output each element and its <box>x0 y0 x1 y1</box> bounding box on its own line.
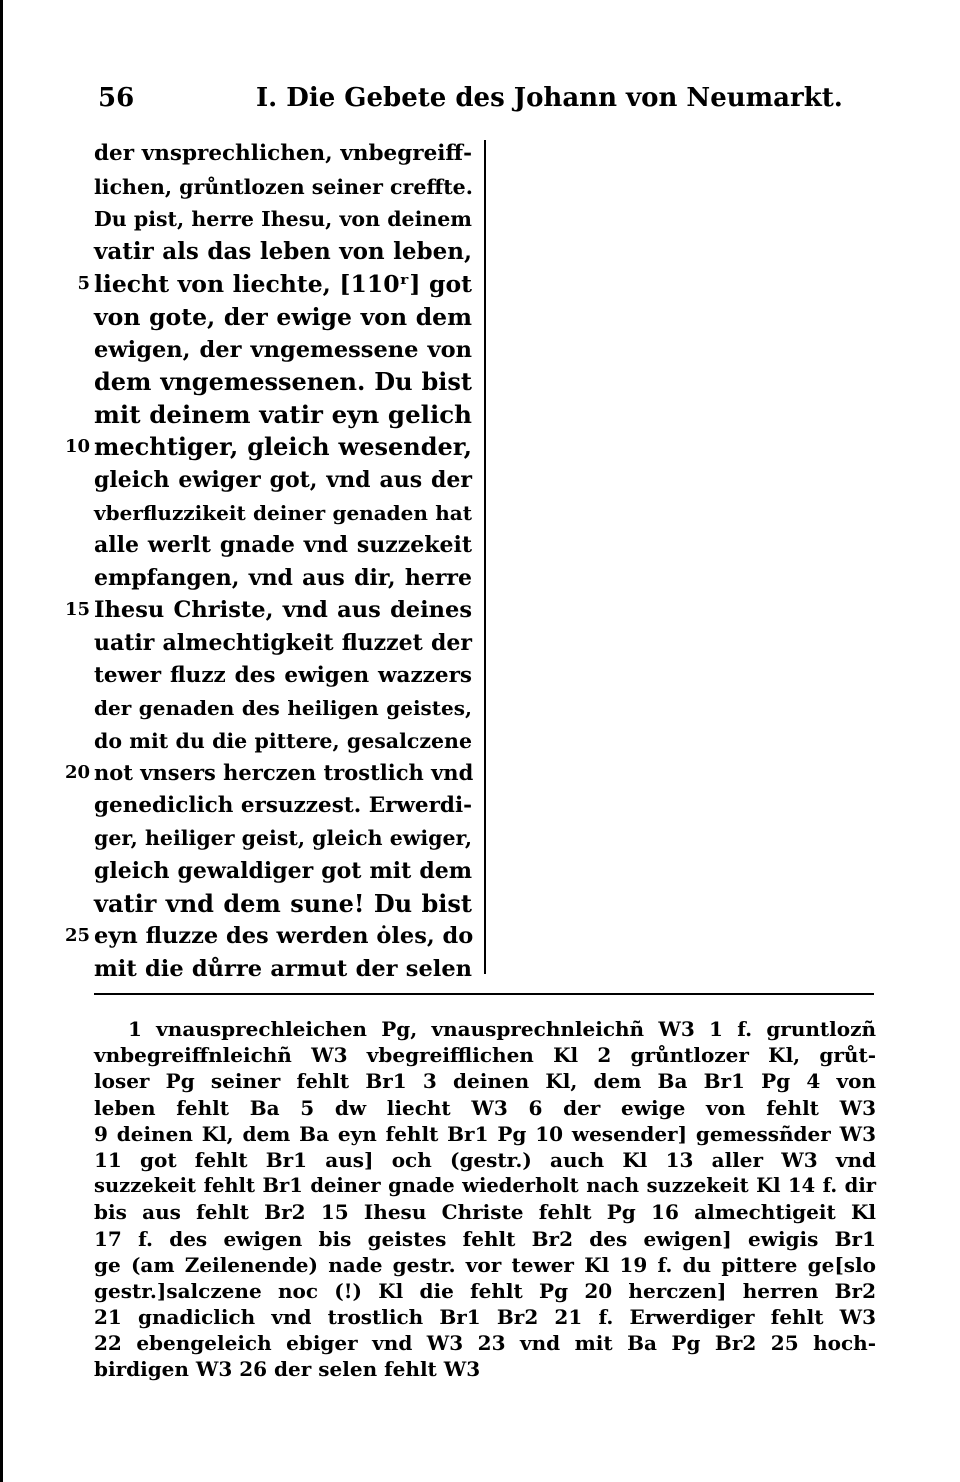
line-number: 10 <box>64 436 90 458</box>
line-number: 20 <box>64 762 90 784</box>
line-text: mechtiger, gleich wesender, <box>94 432 472 462</box>
text-line <box>94 562 472 595</box>
page-edge <box>0 0 3 1482</box>
line-text: not vnsers herczen trostlich vnd <box>94 760 474 786</box>
text-line <box>94 366 472 399</box>
line-text: empfangen, vnd aus dir, herre <box>94 564 472 591</box>
line-text: mit deinem vatir eyn gelich <box>94 399 472 429</box>
footnote-line: 9 deinen Kl, dem Ba eyn fehlt Br1 Pg 10 wesender] gemessñder W3 <box>94 1121 876 1146</box>
line-text: tewer fluzz des ewigen wazzers <box>94 662 472 688</box>
footnote-line: 1 vnausprechleichen Pg, vnausprechnleichñ W3 1 f. gruntlozñ <box>128 1017 876 1041</box>
text-line <box>64 431 472 464</box>
text-line <box>94 692 472 725</box>
text-line <box>77 268 472 301</box>
footnote-line: bis aus fehlt Br2 15 Ihesu Christe fehlt Pg 16 almechtigeit Kl <box>94 1200 876 1225</box>
line-text: vatir vnd dem sune! Du bist <box>94 888 472 918</box>
text-line <box>94 399 472 432</box>
footnote-line: 21 gnadiclich vnd trostlich Br1 Br2 21 f. Erwerdiger fehlt W3 <box>94 1305 876 1330</box>
text-line <box>94 855 472 888</box>
line-text: der genaden des heiligen geistes, <box>94 696 472 721</box>
line-text: uatir almechtigkeit fluzzet der <box>94 629 472 656</box>
text-line <box>94 529 472 562</box>
footnote-line: suzzekeit fehlt Br1 deiner gnade wiederholt nach suzzekeit Kl 14 f. dir <box>94 1174 876 1198</box>
footnote-line: loser Pg seiner fehlt Br1 3 deinen Kl, dem Ba Br1 Pg 4 von <box>94 1069 876 1094</box>
footnote-line: vnbegreiffnleichñ W3 vbegreifflichen Kl 2 grůntlozer Kl, grůt- <box>94 1043 876 1068</box>
footnotes-apparatus <box>94 1016 876 1383</box>
line-text: do mit du die pittere, gesalczene <box>94 728 472 753</box>
text-line <box>64 757 474 790</box>
line-text: eyn fluzze des werden ȯles, do <box>94 923 474 950</box>
text-line <box>94 236 472 269</box>
line-text: ger, heiliger geist, gleich ewiger, <box>94 826 472 851</box>
footnote-line: ge (am Zeilenende) nade gestr. vor tewer Kl 19 f. du pittere ge[slo <box>94 1252 876 1277</box>
text-line <box>94 660 472 693</box>
text-line <box>94 888 472 921</box>
line-text: lichen, grůntlozen seiner creffte. <box>94 174 473 199</box>
text-line <box>64 594 472 627</box>
column-rule <box>484 140 486 974</box>
line-text: alle werlt gnade vnd suzzekeit <box>94 532 472 559</box>
text-line <box>94 171 472 204</box>
page-header <box>96 78 876 118</box>
text-line <box>94 464 472 497</box>
text-line <box>94 301 472 334</box>
line-text: vatir als das leben von leben, <box>94 237 472 265</box>
line-text: vberfluzzikeit deiner genaden hat <box>94 500 472 525</box>
footnote-line: 11 got fehlt Br1 aus] och (gestr.) auch Kl 13 aller W3 vnd <box>94 1147 876 1172</box>
line-text: gleich ewiger got, vnd aus der <box>94 466 472 493</box>
running-title: I. Die Gebete des Johann von Neumarkt. <box>256 83 843 113</box>
line-text: von gote, der ewige von dem <box>94 302 472 331</box>
text-line <box>94 497 472 530</box>
main-text-column <box>64 138 474 985</box>
text-line <box>94 790 472 823</box>
footnote-line: 17 f. des ewigen bis geistes fehlt Br2 des ewigen] ewigis Br1 <box>94 1226 876 1251</box>
text-line <box>64 920 474 953</box>
line-text: Ihesu Christe, vnd aus deines <box>94 597 472 624</box>
page-number: 56 <box>98 83 135 113</box>
line-text: Du pist, herre Ihesu, von deinem <box>94 207 472 232</box>
text-line <box>94 953 472 986</box>
text-line <box>94 725 472 758</box>
line-text: mit die důrre armut der selen <box>94 955 472 982</box>
line-number: 15 <box>64 599 90 621</box>
text-line <box>94 203 472 236</box>
footnote-line: leben fehlt Ba 5 dw liecht W3 6 der ewige von fehlt W3 <box>94 1095 876 1120</box>
footnote-separator <box>94 993 874 995</box>
line-number: 5 <box>77 273 90 295</box>
text-line <box>94 138 472 171</box>
line-text: dem vngemessenen. Du bist <box>94 367 472 397</box>
line-text: liecht von liechte, [110ʳ] got <box>94 270 472 299</box>
footnote-line: birdigen W3 26 der selen fehlt W3 <box>94 1357 481 1382</box>
footnote-line: 22 ebengeleich ebiger vnd W3 23 vnd mit Ba Pg Br2 25 hoch- <box>94 1331 876 1356</box>
line-text: gleich gewaldiger got mit dem <box>94 858 472 885</box>
line-text: der vnsprechlichen, vnbegreiff- <box>94 141 472 166</box>
line-number: 25 <box>64 925 90 947</box>
text-line <box>94 334 472 367</box>
footnote-line: gestr.]salczene noc (!) Kl die fehlt Pg 20 herczen] herren Br2 <box>94 1278 876 1303</box>
text-line <box>94 822 472 855</box>
text-line <box>94 627 472 660</box>
line-text: genediclich ersuzzest. Erwerdi- <box>94 792 473 818</box>
line-text: ewigen, der vngemessene von <box>94 336 472 363</box>
